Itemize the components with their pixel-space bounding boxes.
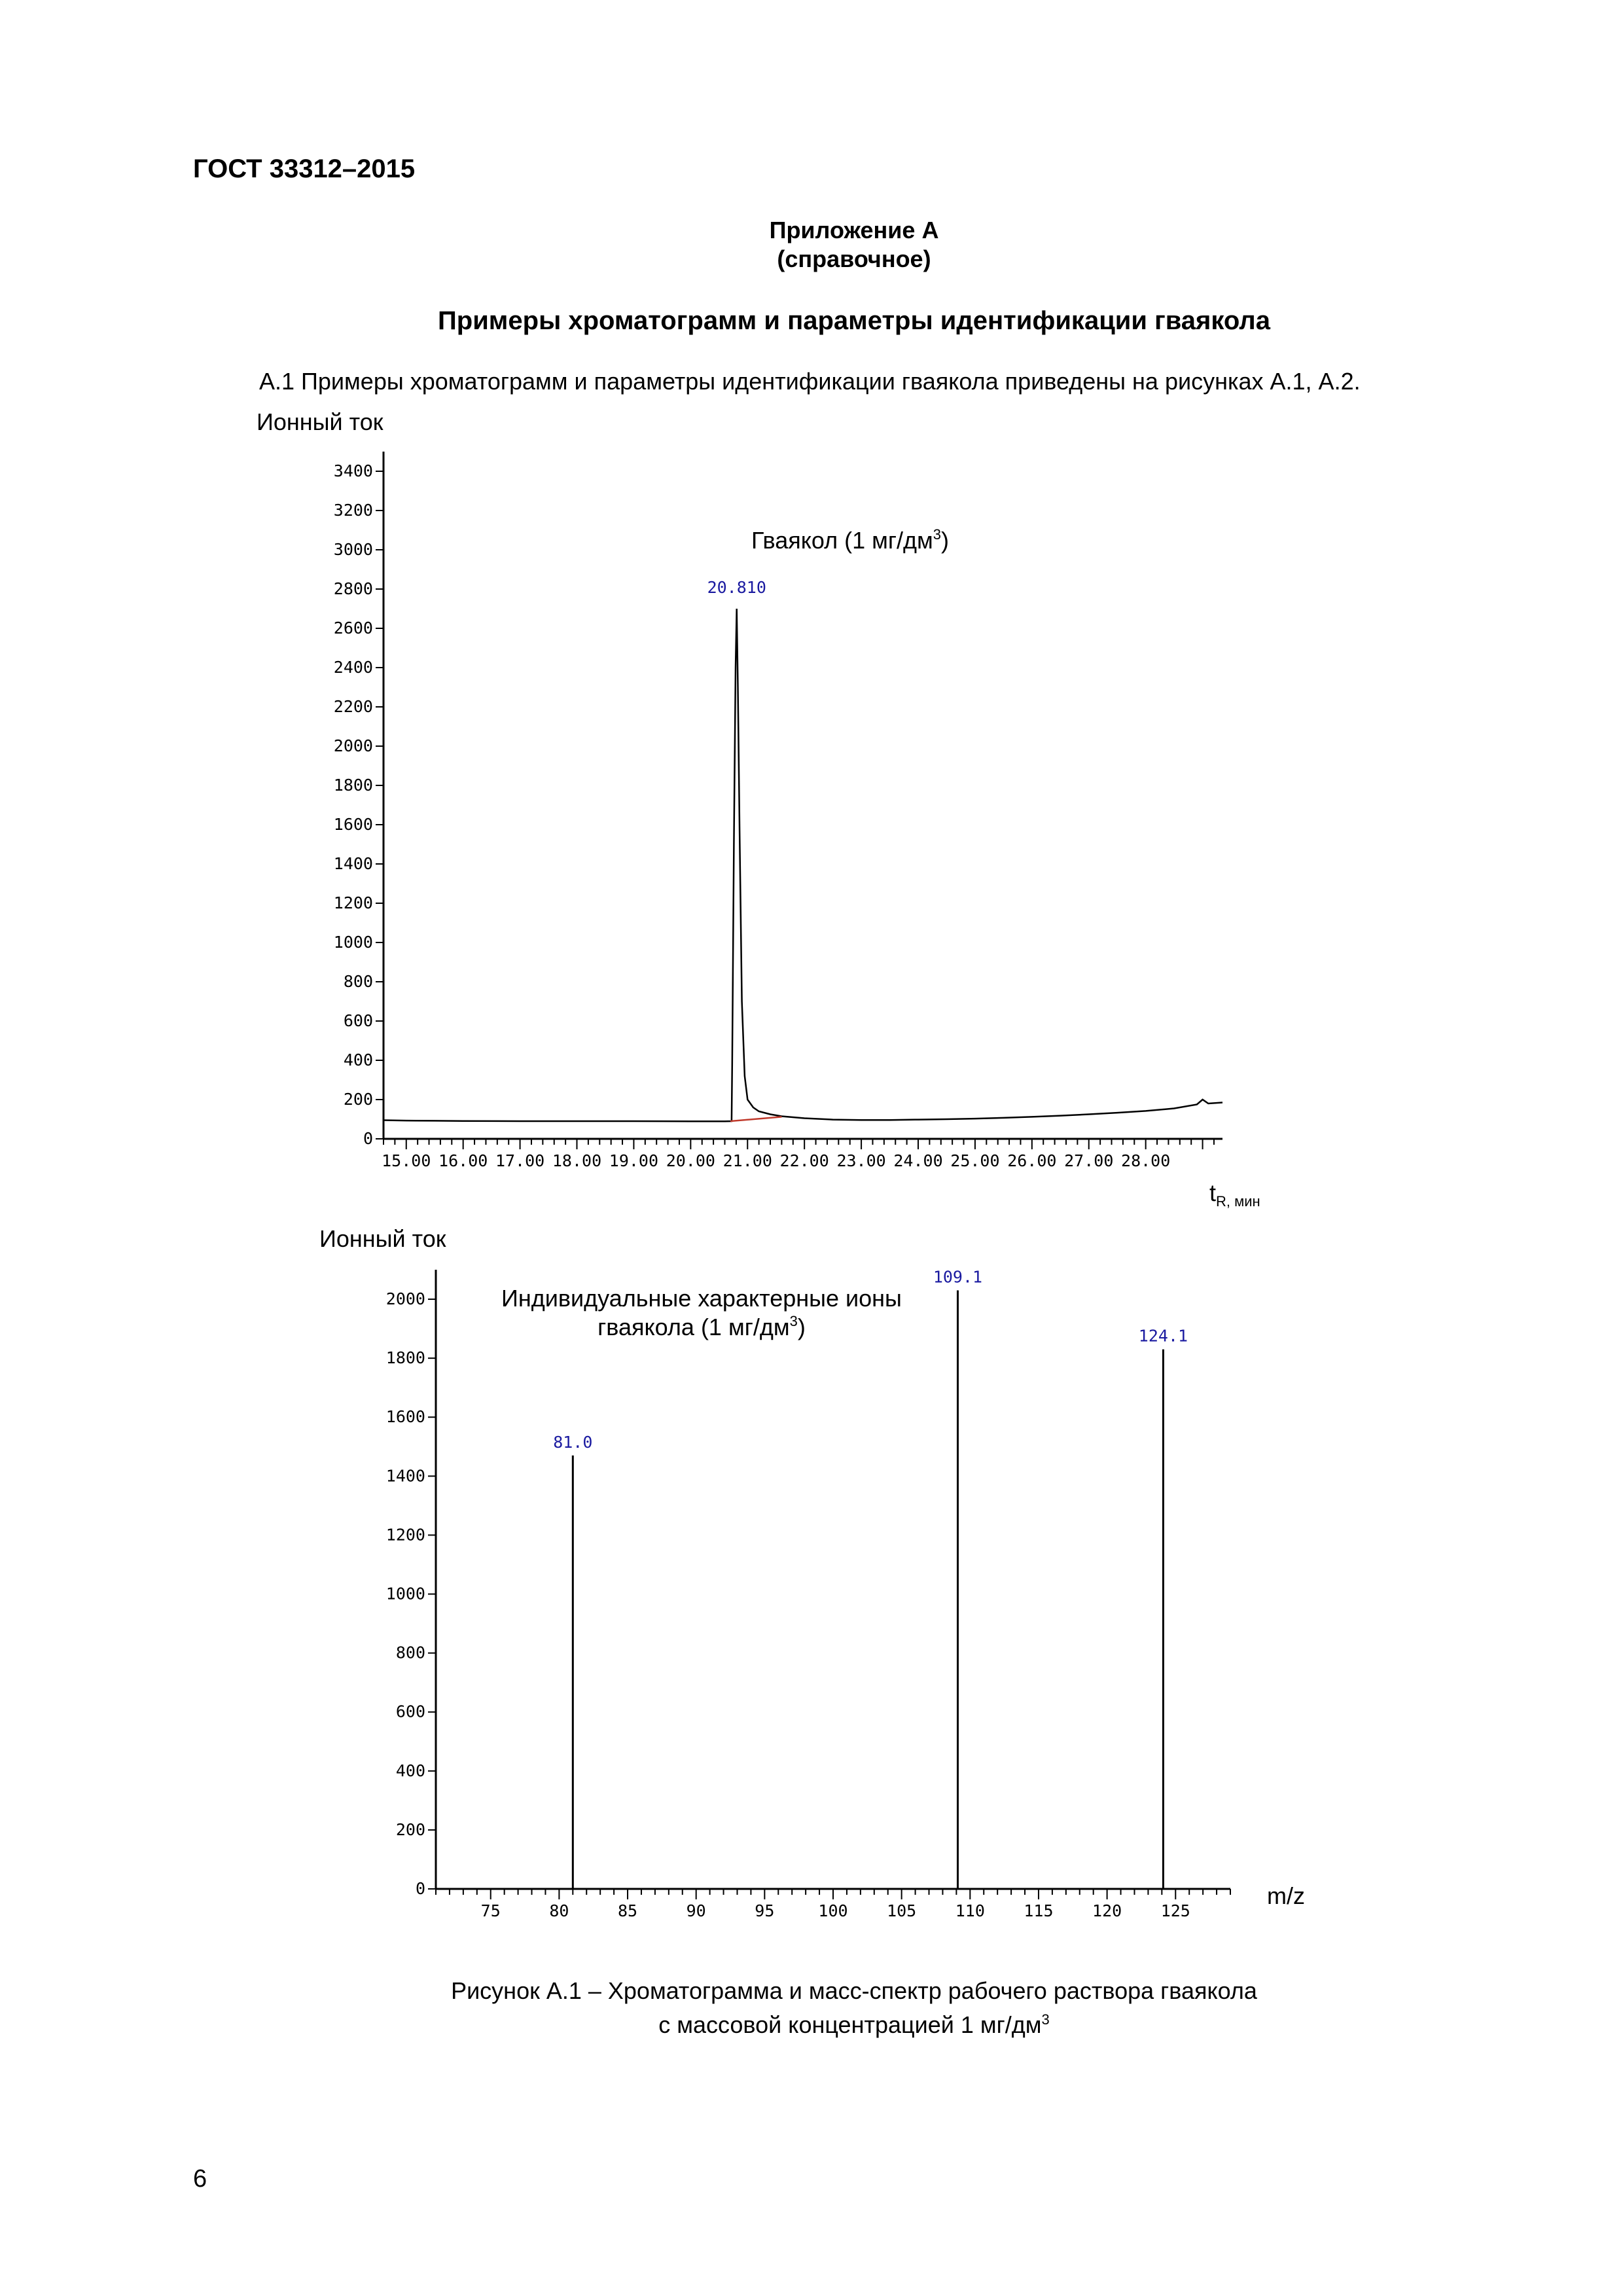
- chromatogram-annotation: [751, 526, 949, 554]
- spectrum-y-tick-label: 200: [395, 1820, 425, 1839]
- spectrum-y-ticks: [386, 1289, 436, 1898]
- spectrum-peak-label: 109.1: [933, 1267, 983, 1287]
- chromatogram-x-tick-label: 23.00: [836, 1151, 886, 1170]
- spectrum-y-tick-label: 1400: [385, 1466, 425, 1486]
- spectrum-y-tick-label: 0: [415, 1879, 425, 1898]
- spectrum-annotation-line2: [597, 1313, 806, 1340]
- figure-caption: [0, 1977, 1623, 2039]
- spectrum-peak-label: 124.1: [1138, 1326, 1188, 1346]
- chromatogram-y-ticks: [334, 461, 383, 1148]
- chromatogram-x-tick-label: 26.00: [1007, 1151, 1057, 1170]
- spectrum-y-tick-label: 600: [395, 1702, 425, 1721]
- appendix-type: (справочное): [777, 245, 931, 272]
- chromatogram-y-tick-label: 0: [363, 1129, 373, 1148]
- spectrum-x-tick-label: 100: [818, 1901, 848, 1920]
- chromatogram-x-tick-label: 28.00: [1121, 1151, 1171, 1170]
- section-title: Примеры хроматограмм и параметры идентификации гваякола: [438, 306, 1270, 335]
- page-number: 6: [193, 2165, 207, 2193]
- spectrum-y-tick-label: 1000: [385, 1584, 425, 1604]
- spectrum-x-tick-label: 90: [686, 1901, 706, 1920]
- spectrum-y-tick-label: 800: [395, 1643, 425, 1662]
- spectrum-annotation-sup: 3: [789, 1313, 798, 1329]
- caption-line-1: Рисунок А.1 – Хроматограмма и масс-спектр рабочего раствора гваякола: [451, 1977, 1257, 2004]
- chromatogram-y-tick-label: 2400: [333, 658, 373, 677]
- spectrum-x-tick-label: 95: [755, 1901, 775, 1920]
- chromatogram-x-tick-label: 20.00: [666, 1151, 715, 1170]
- spectrum-y-label: Ионный ток: [319, 1225, 446, 1252]
- chromatogram-x-label-main: t: [1209, 1179, 1217, 1206]
- chromatogram-annotation-close: ): [941, 527, 950, 554]
- spectrum-x-tick-label: 115: [1024, 1901, 1054, 1920]
- chromatogram-y-tick-label: 2000: [333, 736, 373, 755]
- chromatogram-y-tick-label: 1400: [333, 854, 373, 873]
- chromatogram-y-tick-label: 2800: [333, 579, 373, 598]
- spectrum-annotation-line1: Индивидуальные характерные ионы: [501, 1285, 902, 1312]
- spectrum-y-tick-label: 1800: [385, 1348, 425, 1368]
- chromatogram-y-tick-label: 200: [343, 1090, 373, 1109]
- spectrum-peaks: [553, 1268, 1188, 1889]
- document-header: ГОСТ 33312–2015: [193, 154, 416, 183]
- chromatogram-x-ticks: [382, 1139, 1214, 1170]
- chromatogram-annotation-text: Гваякол (1 мг/дм: [751, 527, 933, 554]
- chromatogram-y-tick-label: 3400: [333, 461, 373, 480]
- chromatogram-x-tick-label: 22.00: [779, 1151, 829, 1170]
- chromatogram-y-tick-label: 800: [343, 972, 373, 991]
- chromatogram-x-label-sub: R, мин: [1216, 1193, 1260, 1210]
- chromatogram-y-tick-label: 400: [343, 1050, 373, 1069]
- caption-line-2-text: с массовой концентрацией 1 мг/дм: [658, 2011, 1042, 2038]
- spectrum-y-tick-label: 1600: [385, 1407, 425, 1427]
- chromatogram-x-tick-label: 16.00: [438, 1151, 488, 1170]
- chromatogram-y-tick-label: 600: [343, 1011, 373, 1030]
- spectrum-x-tick-label: 120: [1092, 1901, 1122, 1920]
- appendix-label: Приложение А: [769, 217, 939, 243]
- spectrum-y-tick-label: 2000: [385, 1289, 425, 1309]
- chromatogram-y-tick-label: 2600: [333, 619, 373, 637]
- spectrum-x-tick-label: 85: [617, 1901, 638, 1920]
- chromatogram-y-tick-label: 3000: [333, 540, 373, 559]
- chromatogram-x-tick-label: 27.00: [1064, 1151, 1114, 1170]
- spectrum-x-tick-label: 105: [887, 1901, 917, 1920]
- chromatogram-y-tick-label: 1600: [333, 815, 373, 834]
- spectrum-peak-label: 81.0: [553, 1432, 593, 1452]
- chromatogram-peak-label: 20.810: [707, 578, 766, 597]
- spectrum-x-tick-label: 110: [955, 1901, 985, 1920]
- chromatogram-y-tick-label: 2200: [333, 697, 373, 716]
- spectrum-y-tick-label: 1200: [385, 1525, 425, 1545]
- chromatogram-x-tick-label: 19.00: [609, 1151, 659, 1170]
- spectrum-x-label: m/z: [1267, 1882, 1305, 1909]
- caption-line-2: [0, 2005, 1623, 2039]
- chromatogram-x-tick-label: 15.00: [382, 1151, 431, 1170]
- spectrum-annotation-text: гваякола (1 мг/дм: [597, 1314, 790, 1340]
- intro-paragraph: А.1 Примеры хроматограмм и параметры идентификации гваякола приведены на рисунках А.1, А.2.: [259, 368, 1361, 395]
- spectrum-x-tick-label: 80: [549, 1901, 569, 1920]
- chromatogram-chart: [0, 0, 1222, 1170]
- chromatogram-y-label: Ионный ток: [257, 408, 383, 435]
- spectrum-annotation-close: ): [797, 1314, 806, 1340]
- caption-line-2-sup: 3: [1041, 2011, 1050, 2028]
- chromatogram-y-tick-label: 1200: [333, 893, 373, 912]
- chromatogram-y-tick-label: 3200: [333, 501, 373, 520]
- chromatogram-x-tick-label: 24.00: [893, 1151, 943, 1170]
- chromatogram-x-tick-label: 21.00: [722, 1151, 772, 1170]
- peak-baseline-marker: [730, 1117, 781, 1121]
- chromatogram-y-tick-label: 1000: [333, 933, 373, 952]
- spectrum-x-tick-label: 125: [1160, 1901, 1190, 1920]
- chromatogram-x-tick-label: 25.00: [950, 1151, 1000, 1170]
- spectrum-x-ticks: [436, 1889, 1230, 1920]
- spectrum-y-tick-label: 400: [395, 1761, 425, 1780]
- spectrum-x-tick-label: 75: [480, 1901, 501, 1920]
- chromatogram-trace: [383, 609, 1222, 1121]
- chromatogram-x-tick-label: 18.00: [552, 1151, 602, 1170]
- chromatogram-annotation-sup: 3: [933, 526, 942, 543]
- chromatogram-y-tick-label: 1800: [333, 776, 373, 795]
- chromatogram-x-tick-label: 17.00: [495, 1151, 545, 1170]
- mass-spectrum-chart: [386, 1268, 1230, 1920]
